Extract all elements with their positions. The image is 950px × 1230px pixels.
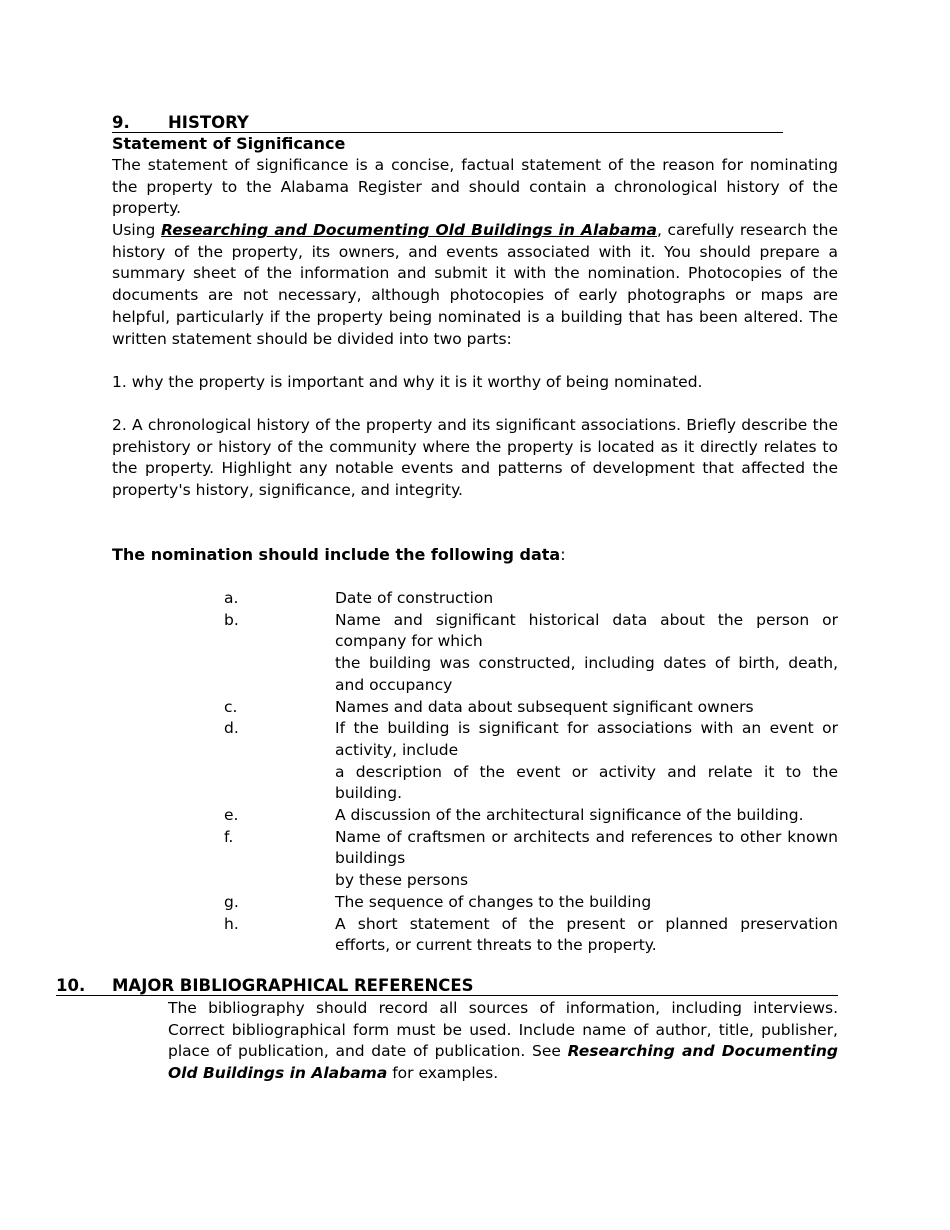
list-item-letter: d. [224,719,239,738]
list-item [224,697,838,719]
list-item-letter: a. [224,589,239,607]
data-heading [112,544,566,565]
list-item-letter: g. [224,892,239,911]
list-item-text: the building was constructed, including dates of birth, death, and occupancy [335,654,838,694]
data-list [224,588,838,957]
section-number: 10. [56,976,86,995]
paragraph-suffix: , carefully research the history of the property, its owners, and events associated with it. You should prepare a summary sheet of the information and submit it with the nomination. Photocopies of the documents are not necessary, although photocopies of early photographs or maps are helpful, particularly if the property being nominated is a building that has been altered. The written statement should be divided into two parts: [112,221,838,348]
section-number: 9. [112,113,130,132]
list-item [224,805,838,827]
data-heading-text: The nomination should include the following data [112,545,561,564]
data-heading-colon: : [560,545,566,564]
list-item [224,914,838,957]
biblio-suffix: for examples. [387,1064,499,1083]
list-item-letter: b. [224,610,239,629]
paragraph-research [112,220,838,350]
paragraph-prefix: Using [112,221,162,239]
statement-subheading: Statement of Significance [112,134,346,153]
list-item [224,827,838,892]
section-10-heading [56,976,838,996]
list-item [224,610,838,697]
list-item [224,588,838,610]
list-item-text: If the building is significant for associations with an event or activity, include [335,719,838,759]
list-item-text: a description of the event or activity and relate it to the building. [335,762,838,803]
list-item-letter: c. [224,697,238,716]
list-item [224,892,838,914]
list-item-letter: e. [224,806,239,825]
list-item-letter: f. [224,827,234,846]
list-item-letter: h. [224,914,239,933]
list-item-text: Name of craftsmen or architects and references to other known buildings [335,827,838,868]
book-title-reference: Researching and Documenting Old Buildings in Alabama [168,1042,838,1083]
list-item [224,718,838,805]
section-9-heading [112,113,783,133]
list-item-text: A discussion of the architectural significance of the building. [335,806,804,825]
list-item-text: Date of construction [335,589,494,607]
paragraph-part-1: 1. why the property is important and why it is it worthy of being nominated. [112,373,703,391]
list-item-text: Name and significant historical data about the person or company for which [335,610,838,651]
paragraph-part-2: 2. A chronological history of the property and its significant associations. Briefly describe the prehistory or history of the community where the property is located as it directly relates to the property. Highlight any notable events and patterns of development that affected the property's history, significance, and integrity. [112,416,838,500]
bibliography-paragraph [168,998,838,1085]
list-item-text: The sequence of changes to the building [335,892,652,911]
list-item-text: Names and data about subsequent significant owners [335,697,754,716]
paragraph-statement: The statement of significance is a concise, factual statement of the reason for nominating the property to the Alabama Register and should contain a chronological history of the property. [112,156,838,218]
book-title-reference: Researching and Documenting Old Buildings in Alabama [161,221,657,239]
section-title: MAJOR BIBLIOGRAPHICAL REFERENCES [112,976,474,995]
biblio-prefix: The bibliography should record all sources of information, including interviews. Correct bibliographical form must be used. Include name of author, title, publisher, place of publication, and date of publication. See [168,999,838,1061]
section-title: HISTORY [168,113,249,132]
list-item-text: by these persons [335,871,469,890]
list-item-text: A short statement of the present or planned preservation efforts, or current threats to the property. [335,914,838,955]
